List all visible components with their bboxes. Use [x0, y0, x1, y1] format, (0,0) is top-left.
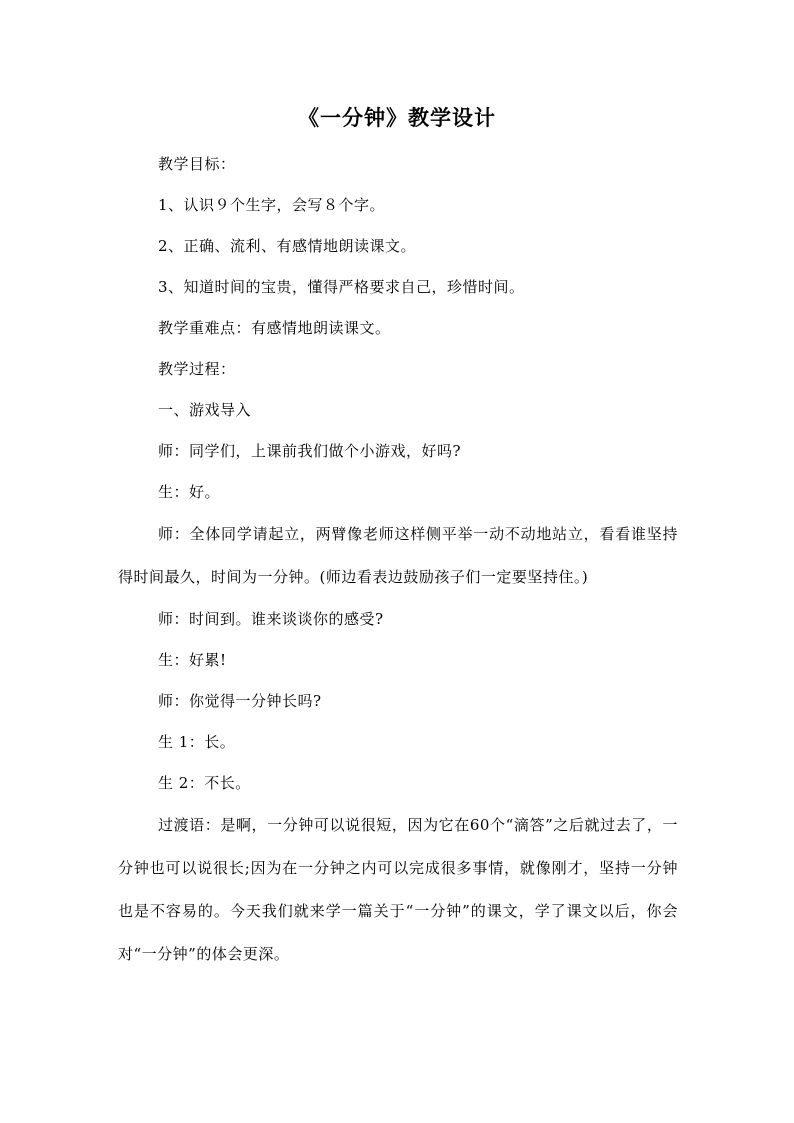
- document-title: 《一分钟》教学设计: [298, 105, 496, 130]
- document-body: [118, 144, 678, 976]
- paragraph-goal-1: 1、认识９个生字，会写８个字。: [158, 196, 386, 214]
- paragraph-key-points: 教学重难点：有感情地朗读课文。: [158, 319, 391, 337]
- paragraph-dialogue: 师：全体同学请起立，两臂像老师这样侧平举一动不动地站立，看看谁坚持得时间最久，时间为一分钟。(师边看表边鼓励孩子们一定要坚持住。): [118, 525, 678, 586]
- paragraph-process-heading: 教学过程：: [158, 360, 236, 378]
- paragraph-teaching-goals: 教学目标：: [158, 155, 236, 173]
- paragraph-dialogue: 师：时间到。谁来谈谈你的感受?: [158, 610, 384, 628]
- paragraph-dialogue: 生 1：长。: [158, 733, 236, 751]
- paragraph-section-1: 一、游戏导入: [158, 401, 252, 419]
- paragraph-dialogue: 生 2：不长。: [158, 774, 251, 792]
- paragraph-goal-2: 2、正确、流利、有感情地朗读课文。: [158, 237, 417, 255]
- paragraph-transition: 过渡语：是啊，一分钟可以说很短，因为它在60个“滴答”之后就过去了，一分钟也可以说很长;因为在一分钟之内可以完成很多事情，就像刚才，坚持一分钟也是不容易的。今天我们就来学一篇关于“一分钟”的课文，学了课文以后，你会对“一分钟”的体会更深。: [118, 816, 678, 963]
- paragraph-dialogue: 师：你觉得一分钟长吗?: [158, 692, 322, 710]
- paragraph-dialogue: 生：好。: [158, 483, 221, 501]
- paragraph-goal-3: 3、知道时间的宝贵，懂得严格要求自己，珍惜时间。: [158, 278, 525, 296]
- paragraph-dialogue: 生：好累!: [158, 651, 227, 669]
- paragraph-dialogue: 师：同学们，上课前我们做个小游戏，好吗?: [158, 442, 462, 460]
